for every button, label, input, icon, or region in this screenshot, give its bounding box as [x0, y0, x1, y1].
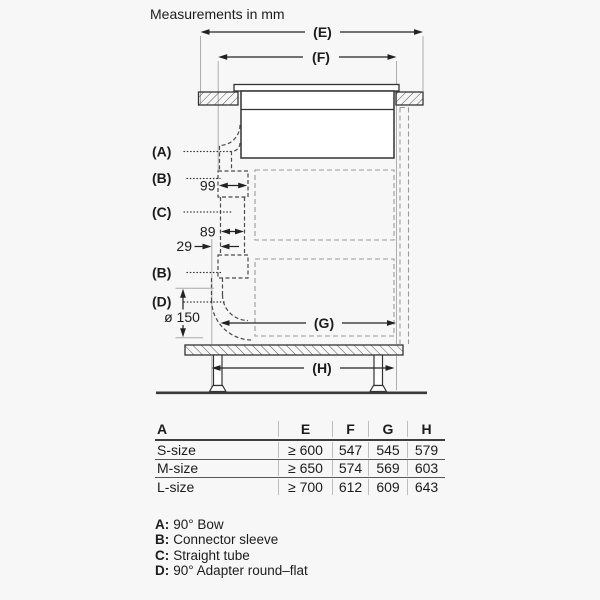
table-cell-label: L-size	[157, 478, 195, 495]
table-cell-label: M-size	[157, 460, 199, 477]
table-header-cell-a: A	[157, 421, 168, 437]
table-cell-e: ≥ 650	[278, 460, 332, 476]
dimension-g	[221, 320, 397, 326]
connector-sleeve-upper	[218, 171, 248, 197]
table-row-s-size	[155, 441, 445, 460]
legend-item-c	[155, 548, 308, 563]
adapter-outer-curve	[212, 300, 253, 341]
table-cell-h: 579	[407, 442, 445, 458]
worktop-left-section	[199, 92, 239, 105]
adapter-inner-curve	[223, 295, 249, 321]
part-label-b-upper: (B)	[152, 170, 172, 186]
table-cell-g: 609	[368, 479, 407, 495]
part-label-c: (C)	[152, 204, 172, 220]
table-cell-e: ≥ 700	[278, 479, 332, 495]
legend-key-d: D:	[155, 563, 170, 579]
foot-right	[370, 386, 387, 392]
dim-label-f: (F)	[312, 48, 330, 65]
table-cell-f: 547	[332, 442, 368, 458]
hob-body	[241, 91, 394, 158]
dim-value-29: 29	[176, 238, 192, 254]
part-label-a: (A)	[152, 143, 172, 160]
dim-value-diameter: ø 150	[164, 309, 200, 325]
table-header-cell-f: F	[332, 421, 368, 437]
table-row-m-size	[155, 460, 445, 479]
dim-value-89: 89	[199, 223, 216, 240]
table-cell-g: 545	[368, 442, 407, 458]
table-row-l-size	[155, 478, 445, 496]
legend-text-a: 90° Bow	[173, 517, 224, 532]
parts-legend	[155, 517, 308, 579]
legend-item-d	[155, 563, 308, 578]
legend-item-a	[155, 517, 308, 532]
leg-left	[214, 355, 223, 386]
dimension-89	[221, 229, 244, 235]
table-header-row	[155, 419, 445, 441]
leg-right	[374, 355, 383, 386]
part-label-b-lower: (B)	[152, 264, 172, 281]
legend-key-a: A:	[155, 517, 170, 532]
dim-label-h: (H)	[312, 359, 332, 376]
legend-text-c: Straight tube	[173, 547, 250, 563]
table-cell-h: 643	[407, 479, 445, 495]
table-cell-g: 569	[368, 460, 407, 476]
bow-90deg-inner	[232, 143, 241, 171]
hob-glass-plate	[234, 85, 399, 92]
table-header-cell-h: H	[407, 421, 445, 437]
page-title: Measurements in mm	[150, 6, 285, 22]
connector-sleeve-lower	[218, 255, 248, 278]
table-header-cell-e: E	[278, 421, 332, 437]
legend-item-b	[155, 532, 308, 547]
dimension-e	[201, 29, 424, 35]
dim-label-e: (E)	[313, 23, 332, 40]
table-cell-h: 603	[407, 460, 445, 476]
table-cell-e: ≥ 600	[278, 442, 332, 458]
dimension-99	[219, 183, 247, 189]
dimension-29	[195, 244, 240, 250]
legend-key-c: C:	[155, 547, 170, 563]
bow-90deg	[220, 125, 241, 171]
dim-value-99: 99	[199, 177, 216, 194]
part-label-d: (D)	[152, 293, 172, 310]
worktop-right-section	[396, 92, 423, 105]
sizes-table	[155, 419, 445, 496]
drawer-space-upper	[255, 170, 394, 240]
plinth	[185, 345, 403, 355]
dim-label-g: (G)	[313, 314, 335, 331]
foot-left	[210, 386, 227, 392]
table-cell-f: 612	[332, 479, 368, 495]
dimension-h	[212, 365, 395, 371]
legend-key-b: B:	[155, 532, 170, 548]
table-header-cell-g: G	[368, 421, 407, 437]
table-cell-f: 574	[332, 460, 368, 476]
table-cell-label: S-size	[157, 441, 196, 458]
hob	[234, 85, 399, 159]
dimension-f	[218, 54, 396, 60]
legend-text-d: 90° Adapter round–flat	[173, 563, 308, 579]
legend-text-b: Connector sleeve	[173, 532, 279, 548]
